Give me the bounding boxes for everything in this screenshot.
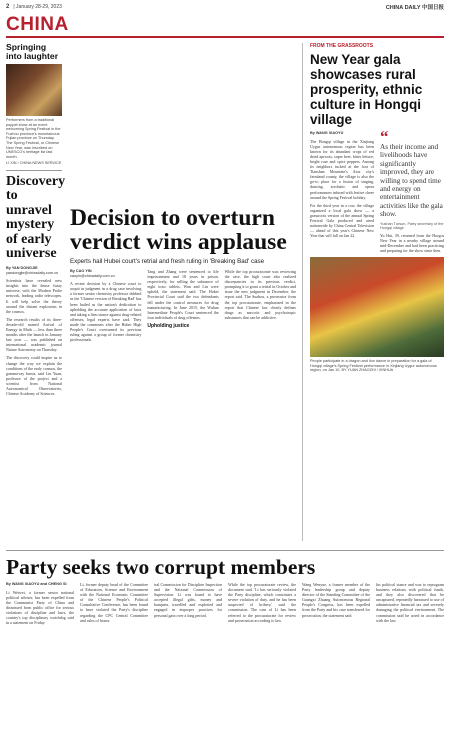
party-text-4: While the top procuratorate review, the document said. 'Li has seriously violated the Party discipline, which constitutes a severe violation of duty, and he has been suspected of bribery,' said the commission. The case of Li has been referred to the procuratorate for review and prosecution according to law. — [228, 582, 296, 623]
spring-photo-credit: LI XIN / CHINA NEWS SERVICE — [6, 161, 62, 166]
party-byline: By WANG XIAOYU and CHENG SI — [6, 582, 67, 586]
verdict-headline: Decision to overturn verdict wins applause — [70, 205, 287, 255]
discovery-body-3: The discovery could inspire us to change the way we explain the conditions of the early cosmos, the gamma-ray bursts, said Lin Yuan, professor of the project and a scientist from National Astronomical Observatories, Chinese Academy of Sciences. — [6, 355, 62, 397]
party-col-3 — [154, 582, 222, 625]
verdict-story — [70, 206, 296, 342]
section-title: CHINA — [6, 14, 69, 35]
hongqi-col-1 — [310, 131, 374, 253]
puppet-show-photo — [6, 64, 62, 116]
hongqi-text-3: Yu Hui, 39, returned from the Horgos New Year in a nearby village around mid-December and had been practicing and preparing for the show since then. — [380, 232, 444, 253]
quote-attribution: Yushan Tursun, Party secretary of the Hongqi village — [380, 221, 444, 230]
verdict-text-2: Tang and Zhang were sentenced to life imprisonment and 18 years in prison, respectively, for selling the substance of eight toxic tablets. Wan and Lin were upheld, the statement said. The Hubei Provincial Court said the two defendants fell under the control measures for drug manufacturing. In June 2015, the Wuhan Intermediate People's Court sentenced the four individuals of drug offenses. — [147, 269, 219, 320]
story-divider — [6, 550, 444, 551]
hongqi-headline: New Year gala showcases rural prosperity, ethnic culture in Hongqi village — [310, 52, 423, 127]
party-col-1 — [6, 582, 74, 625]
party-col-6 — [376, 582, 444, 625]
discovery-body-2: The research results of its three-decade-old named Arrival of Energy in Math — less than three months after the launch in January last year — was published on international academic journal Nature Astronomy on Thursday. — [6, 316, 62, 353]
issue-date: | January 28-29, 2023 — [13, 4, 62, 10]
spring-caption: Performers from a traditional puppet show at an event welcoming Spring Festival in the Fuzhou province's mountainous Fujian province on Thursday. The Spring Festival, or Chinese New Year, was inscribed on UNESCO's heritage list last month. — [6, 118, 61, 159]
page-header — [0, 0, 450, 14]
pull-quote: As their income and livelihoods have significantly improved, they are willing to spend time and energy on entertainment activities like the gala show. — [380, 143, 443, 219]
verdict-col-1 — [70, 269, 141, 342]
left-column — [6, 42, 66, 397]
verdict-byline-email: caoyin@chinadaily.com.cn — [70, 273, 115, 278]
divider — [6, 170, 62, 171]
verdict-text-3: While the top procuratorate was reviewing the case, the high court also realized discrepancies in its previous verdict, prompting it to grant a retrial in October and issue the new judgment in December, the report said. The Suzhou, a prosecutor from the top procuratorate, emphasized in the report that Chinese law clearly defines drugs as narcotic and psychotropic substances that can be addictive. — [224, 269, 296, 320]
photo-caption: People participate in a dragon and lion dance in preparation for a gala of Hongqi village's Spring Festival performance in Xinjiang Uygur autonomous region, on Jan 10. BY YUAN ZHAOZHI / XINHUA — [310, 359, 437, 373]
hongqi-text-1: The Hongqi village in the Xinjiang Uygur autonomous region has been known for its abundant crops of red dried apricots, super beet, bitter lettuce, bright rose and spice peppers. Among its neighbors tucked at the foot of Tianshan Mountain's Atoz city's farmland county, the village is also the go-to place for a fusion of singing, dancing, acrobatic and opera performances infused with festive cheer around the Spring Festival holiday. — [310, 138, 374, 200]
discovery-byline — [6, 266, 62, 275]
section-header — [6, 14, 444, 38]
verdict-col-3 — [225, 269, 296, 342]
column-divider — [302, 43, 303, 541]
party-story — [6, 556, 444, 625]
verdict-columns — [70, 269, 296, 342]
masthead-brand: CHINA DAILY 中国日报 — [385, 5, 444, 11]
party-col-2 — [80, 582, 148, 625]
quote-icon: “ — [380, 127, 389, 146]
verdict-text-1: A recent decision by a Chinese court to acquit in judgment in a drug case involving a former senior chemistry professor dubbed as the 'Chinese version of Breaking Bad' has been hailed as the nation's dedication to upholding the accurate application of laws and taking a firm stance against drug-related offenses, legal experts have said. They made the comments after the Hubei High People's Court overturned its previous ruling against a group of former chemistry professionals. — [70, 281, 142, 343]
section-kicker: FROM THE GRASSROOTS — [310, 43, 374, 49]
party-col-4 — [228, 582, 296, 625]
hongqi-byline: By WANG XIAOYU — [310, 131, 344, 135]
verdict-col-2 — [147, 269, 218, 342]
verdict-subheadline: Experts hail Hubei court's retrial and fresh ruling in 'Breaking Bad' case — [70, 258, 265, 265]
dragon-dance-photo — [310, 257, 444, 357]
party-text-2: Li, former deputy head of the Committee of Education, Science and Environment with the National Economic Committee of the Chinese People's Political Consultative Conference, has been found to have violated the Party's discipline regarding the CPC Central Committee and rules of honor. — [80, 582, 148, 623]
discovery-body-1: Scientists have revealed new insights into the dense fuzzy universe, with the Modern Probe network, leading radio telescopes. It will help solve the theory around the distant explosions in the cosmos. — [6, 278, 62, 314]
party-text-6: his political stance and was to reprogram business relations with political funds, and they also discovered that he uncaptured, repeatedly harrassed to use of administrative financial tax and severely damaging the political environment. The commission said he acted in accordance with the law. — [376, 582, 444, 623]
discovery-headline: Discovery to unravel mystery of early universe — [6, 173, 66, 262]
party-headline: Party seeks two corrupt members — [6, 555, 316, 579]
byline-email: yandongjie@chinadaily.com.cn — [6, 270, 59, 275]
party-text-5: Wang Wenyue, a former member of the Party leadership group and deputy director of the Standing Committee of the Guangxi Zhuang Autonomous Regional People's Congress, has been expelled from the Party and his case transferred for prosecution, the statement said. — [302, 582, 370, 618]
party-text-1: Li Weiwei, a former senior national political adviser, has been expelled from the Communist Party of China and dismissed from public office for serious violations of discipline and laws, the country's top disciplinary watchdog said in a statement on Friday. — [6, 589, 74, 626]
spring-headline: Springing into laughter — [6, 42, 59, 61]
byline-name: By YAN DONGJIE — [6, 265, 38, 270]
hongqi-text-2: For the third year in a row, the village organized a local gala show — a grassroots version of the annual Spring Festival Gala produced and aired nationwide by China Central Television — ahead of this year's Chinese New Year that will fall on Jan 22. — [310, 202, 374, 239]
hongqi-col-2 — [380, 127, 444, 253]
party-text-3: tral Commission for Discipline Inspection and the National Commission of Supervision. Li was found to have accepted illegal gifts, money and banquets, travelled and exploited and engaged in improper practices for personal gain over a long period. — [154, 582, 222, 618]
upholding-subhead: Upholding justice — [147, 322, 190, 329]
verdict-byline: By CAO YIN — [70, 269, 92, 273]
hongqi-columns — [310, 127, 444, 253]
party-col-5 — [302, 582, 370, 625]
page-number: 2 — [6, 4, 10, 10]
hongqi-story — [310, 43, 444, 373]
party-columns — [6, 582, 444, 625]
